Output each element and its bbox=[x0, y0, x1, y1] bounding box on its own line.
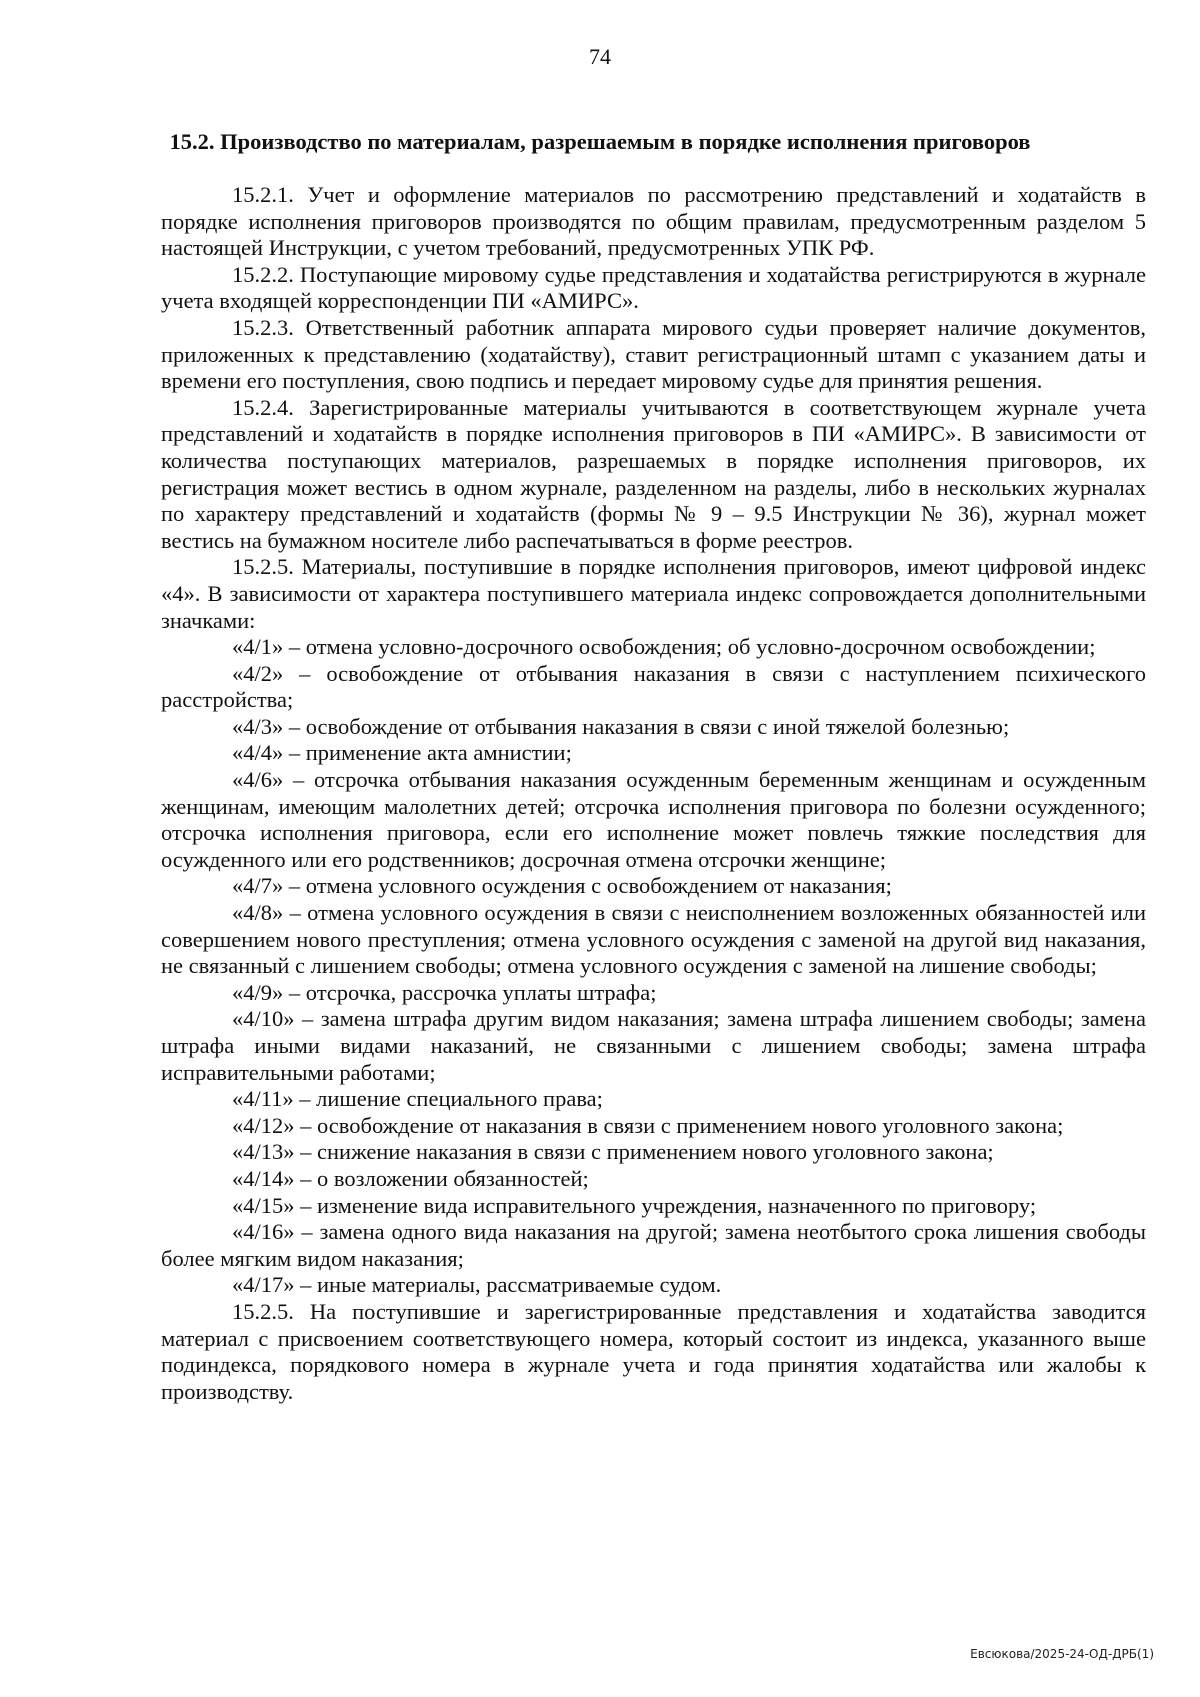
index-item-4-8: «4/8» – отмена условного осуждения в связи с неисполнением возложенных обязанностей или совершением нового преступления; отмена условного осуждения с заменой на другой вид наказания, не связанный с лишением свободы; отмена условного осуждения с заменой на лишение свободы; bbox=[161, 900, 1146, 979]
paragraph-15-2-1: 15.2.1. Учет и оформление материалов по рассмотрению представлений и ходатайств в порядке исполнения приговоров производятся по общим правилам, предусмотренным разделом 5 настоящей Инструкции, с учетом требований, предусмотренных УПК РФ. bbox=[161, 182, 1146, 261]
index-item-4-17: «4/17» – иные материалы, рассматриваемые судом. bbox=[232, 1272, 722, 1298]
paragraph-15-2-2: 15.2.2. Поступающие мировому судье представления и ходатайства регистрируются в журнале учета входящей корреспонденции ПИ «АМИРС». bbox=[161, 261, 1146, 314]
index-item-4-1: «4/1» – отмена условно-досрочного освобождения; об условно-досрочном освобождении; bbox=[232, 634, 1096, 660]
index-item-4-15: «4/15» – изменение вида исправительного учреждения, назначенного по приговору; bbox=[232, 1192, 1037, 1218]
index-item-4-11: «4/11» – лишение специального права; bbox=[232, 1086, 603, 1112]
index-item-4-2: «4/2» – освобождение от отбывания наказания в связи с наступлением психического расстройства; bbox=[161, 660, 1146, 713]
index-item-4-13: «4/13» – снижение наказания в связи с применением нового уголовного закона; bbox=[232, 1139, 994, 1165]
index-item-4-7: «4/7» – отмена условного осуждения с освобождением от наказания; bbox=[232, 873, 892, 899]
page-number: 74 bbox=[589, 44, 611, 69]
index-item-4-3: «4/3» – освобождение от отбывания наказания в связи с иной тяжелой болезнью; bbox=[232, 713, 1010, 739]
index-item-4-4: «4/4» – применение акта амнистии; bbox=[232, 740, 572, 766]
index-item-4-14: «4/14» – о возложении обязанностей; bbox=[232, 1165, 589, 1191]
section-heading: 15.2. Производство по материалам, разрешаемым в порядке исполнения приговоров bbox=[169, 129, 1031, 154]
index-item-4-9: «4/9» – отсрочка, рассрочка уплаты штрафа; bbox=[232, 979, 657, 1005]
index-item-4-6: «4/6» – отсрочка отбывания наказания осужденным беременным женщинам и осужденным женщинам, имеющим малолетних детей; отсрочка исполнения приговора по болезни осужденного; отсрочка исполнения приговора, если его исполнение может повлечь тяжкие последствия для осужденного или его родственников; досрочная отмена отсрочки женщине; bbox=[161, 767, 1146, 872]
index-item-4-12: «4/12» – освобождение от наказания в связи с применением нового уголовного закона; bbox=[232, 1112, 1064, 1138]
paragraph-15-2-5: 15.2.5. Материалы, поступившие в порядке исполнения приговоров, имеют цифровой индекс «4». В зависимости от характера поступившего материала индекс сопровождается дополнительными значками: bbox=[161, 554, 1146, 633]
index-item-4-10: «4/10» – замена штрафа другим видом наказания; замена штрафа лишением свободы; замена штрафа иными видами наказаний, не связанными с лишением свободы; замена штрафа исправительными работами; bbox=[161, 1006, 1146, 1085]
paragraph-15-2-3: 15.2.3. Ответственный работник аппарата мирового судьи проверяет наличие документов, приложенных к представлению (ходатайству), ставит регистрационный штамп с указанием даты и времени его поступления, свою подпись и передает мировому судье для принятия решения. bbox=[161, 314, 1146, 394]
document-code: Евсюкова/2025-24-ОД-ДРБ(1) bbox=[970, 1647, 1154, 1661]
index-item-4-16: «4/16» – замена одного вида наказания на другой; замена неотбытого срока лишения свободы более мягким видом наказания; bbox=[161, 1219, 1146, 1271]
paragraph-15-2-5-numbering: 15.2.5. На поступившие и зарегистрированные представления и ходатайства заводится материал с присвоением соответствующего номера, который состоит из индекса, указанного выше подиндекса, порядкового номера в журнале учета и года принятия ходатайства или жалобы к производству. bbox=[161, 1298, 1146, 1404]
paragraph-15-2-4: 15.2.4. Зарегистрированные материалы учитываются в соответствующем журнале учета представлений и ходатайств в порядке исполнения приговоров в ПИ «АМИРС». В зависимости от количества поступающих материалов, разрешаемых в порядке исполнения приговоров, их регистрация может вестись в одном журнале, разделенном на разделы, либо в нескольких журналах по характеру представлений и ходатайств (формы № 9 – 9.5 Инструкции № 36), журнал может вестись на бумажном носителе либо распечатываться в форме реестров. bbox=[161, 394, 1146, 553]
section-body bbox=[161, 182, 1146, 1405]
